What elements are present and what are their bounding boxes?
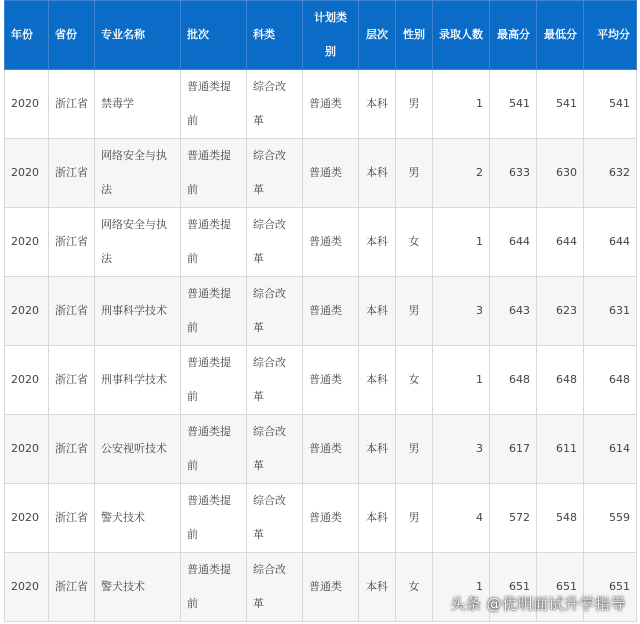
cell-max-score: 643	[490, 277, 537, 346]
cell-max-score: 648	[490, 346, 537, 415]
cell-gender: 女	[396, 208, 433, 277]
cell-province: 浙江省	[49, 70, 95, 139]
cell-avg-score: 651	[584, 553, 637, 622]
cell-gender: 女	[396, 346, 433, 415]
cell-subject: 综合改革	[247, 277, 303, 346]
cell-gender: 女	[396, 553, 433, 622]
header-year: 年份	[5, 1, 49, 70]
table-body	[5, 70, 637, 622]
cell-min-score: 648	[537, 346, 584, 415]
cell-batch: 普通类提前	[181, 208, 247, 277]
cell-min-score: 541	[537, 70, 584, 139]
cell-avg-score: 648	[584, 346, 637, 415]
cell-admitted: 3	[433, 415, 490, 484]
table-row	[5, 484, 637, 553]
cell-admitted: 4	[433, 484, 490, 553]
cell-admitted: 1	[433, 553, 490, 622]
table-header-row	[5, 1, 637, 70]
cell-year: 2020	[5, 70, 49, 139]
header-max-score: 最高分	[490, 1, 537, 70]
cell-year: 2020	[5, 277, 49, 346]
cell-subject: 综合改革	[247, 70, 303, 139]
admission-table	[4, 0, 637, 622]
watermark: 头条 @优明面试升学指导	[450, 595, 626, 613]
cell-plan-type: 普通类	[303, 277, 359, 346]
cell-subject: 综合改革	[247, 415, 303, 484]
cell-province: 浙江省	[49, 208, 95, 277]
cell-avg-score: 632	[584, 139, 637, 208]
header-subject: 科类	[247, 1, 303, 70]
table-row	[5, 277, 637, 346]
cell-batch: 普通类提前	[181, 553, 247, 622]
header-province: 省份	[49, 1, 95, 70]
cell-plan-type: 普通类	[303, 70, 359, 139]
cell-year: 2020	[5, 484, 49, 553]
cell-gender: 男	[396, 484, 433, 553]
cell-batch: 普通类提前	[181, 70, 247, 139]
cell-year: 2020	[5, 553, 49, 622]
header-plan-type: 计划类别	[303, 1, 359, 70]
cell-avg-score: 644	[584, 208, 637, 277]
cell-major: 刑事科学技术	[95, 277, 181, 346]
cell-level: 本科	[359, 484, 396, 553]
table-row	[5, 346, 637, 415]
cell-min-score: 623	[537, 277, 584, 346]
cell-subject: 综合改革	[247, 484, 303, 553]
cell-plan-type: 普通类	[303, 553, 359, 622]
cell-gender: 男	[396, 415, 433, 484]
cell-batch: 普通类提前	[181, 346, 247, 415]
header-level: 层次	[359, 1, 396, 70]
header-admitted: 录取人数	[433, 1, 490, 70]
cell-level: 本科	[359, 139, 396, 208]
cell-min-score: 548	[537, 484, 584, 553]
cell-admitted: 1	[433, 346, 490, 415]
cell-major: 警犬技术	[95, 553, 181, 622]
cell-batch: 普通类提前	[181, 139, 247, 208]
cell-major: 刑事科学技术	[95, 346, 181, 415]
cell-min-score: 611	[537, 415, 584, 484]
header-major: 专业名称	[95, 1, 181, 70]
cell-min-score: 651	[537, 553, 584, 622]
cell-subject: 综合改革	[247, 139, 303, 208]
cell-avg-score: 614	[584, 415, 637, 484]
cell-admitted: 2	[433, 139, 490, 208]
cell-plan-type: 普通类	[303, 208, 359, 277]
cell-max-score: 644	[490, 208, 537, 277]
cell-avg-score: 631	[584, 277, 637, 346]
cell-province: 浙江省	[49, 484, 95, 553]
cell-major: 网络安全与执法	[95, 139, 181, 208]
cell-subject: 综合改革	[247, 553, 303, 622]
cell-level: 本科	[359, 415, 396, 484]
cell-batch: 普通类提前	[181, 484, 247, 553]
cell-province: 浙江省	[49, 415, 95, 484]
cell-max-score: 572	[490, 484, 537, 553]
cell-plan-type: 普通类	[303, 346, 359, 415]
cell-year: 2020	[5, 208, 49, 277]
cell-level: 本科	[359, 553, 396, 622]
cell-batch: 普通类提前	[181, 277, 247, 346]
cell-max-score: 651	[490, 553, 537, 622]
cell-level: 本科	[359, 346, 396, 415]
cell-admitted: 3	[433, 277, 490, 346]
header-gender: 性别	[396, 1, 433, 70]
cell-major: 警犬技术	[95, 484, 181, 553]
cell-province: 浙江省	[49, 553, 95, 622]
cell-province: 浙江省	[49, 277, 95, 346]
cell-max-score: 541	[490, 70, 537, 139]
cell-province: 浙江省	[49, 346, 95, 415]
admission-table-container	[4, 0, 636, 622]
cell-min-score: 630	[537, 139, 584, 208]
table-row	[5, 415, 637, 484]
cell-plan-type: 普通类	[303, 139, 359, 208]
cell-avg-score: 559	[584, 484, 637, 553]
cell-province: 浙江省	[49, 139, 95, 208]
cell-major: 网络安全与执法	[95, 208, 181, 277]
header-avg-score: 平均分	[584, 1, 637, 70]
cell-major: 禁毒学	[95, 70, 181, 139]
cell-admitted: 1	[433, 70, 490, 139]
cell-level: 本科	[359, 208, 396, 277]
table-row	[5, 139, 637, 208]
cell-major: 公安视听技术	[95, 415, 181, 484]
cell-min-score: 644	[537, 208, 584, 277]
cell-subject: 综合改革	[247, 346, 303, 415]
cell-gender: 男	[396, 70, 433, 139]
header-min-score: 最低分	[537, 1, 584, 70]
cell-year: 2020	[5, 415, 49, 484]
cell-year: 2020	[5, 346, 49, 415]
cell-plan-type: 普通类	[303, 415, 359, 484]
cell-max-score: 617	[490, 415, 537, 484]
cell-subject: 综合改革	[247, 208, 303, 277]
cell-year: 2020	[5, 139, 49, 208]
cell-plan-type: 普通类	[303, 484, 359, 553]
cell-max-score: 633	[490, 139, 537, 208]
table-row	[5, 70, 637, 139]
cell-batch: 普通类提前	[181, 415, 247, 484]
cell-avg-score: 541	[584, 70, 637, 139]
cell-level: 本科	[359, 70, 396, 139]
cell-level: 本科	[359, 277, 396, 346]
table-row	[5, 208, 637, 277]
cell-gender: 男	[396, 139, 433, 208]
cell-gender: 男	[396, 277, 433, 346]
cell-admitted: 1	[433, 208, 490, 277]
header-batch: 批次	[181, 1, 247, 70]
